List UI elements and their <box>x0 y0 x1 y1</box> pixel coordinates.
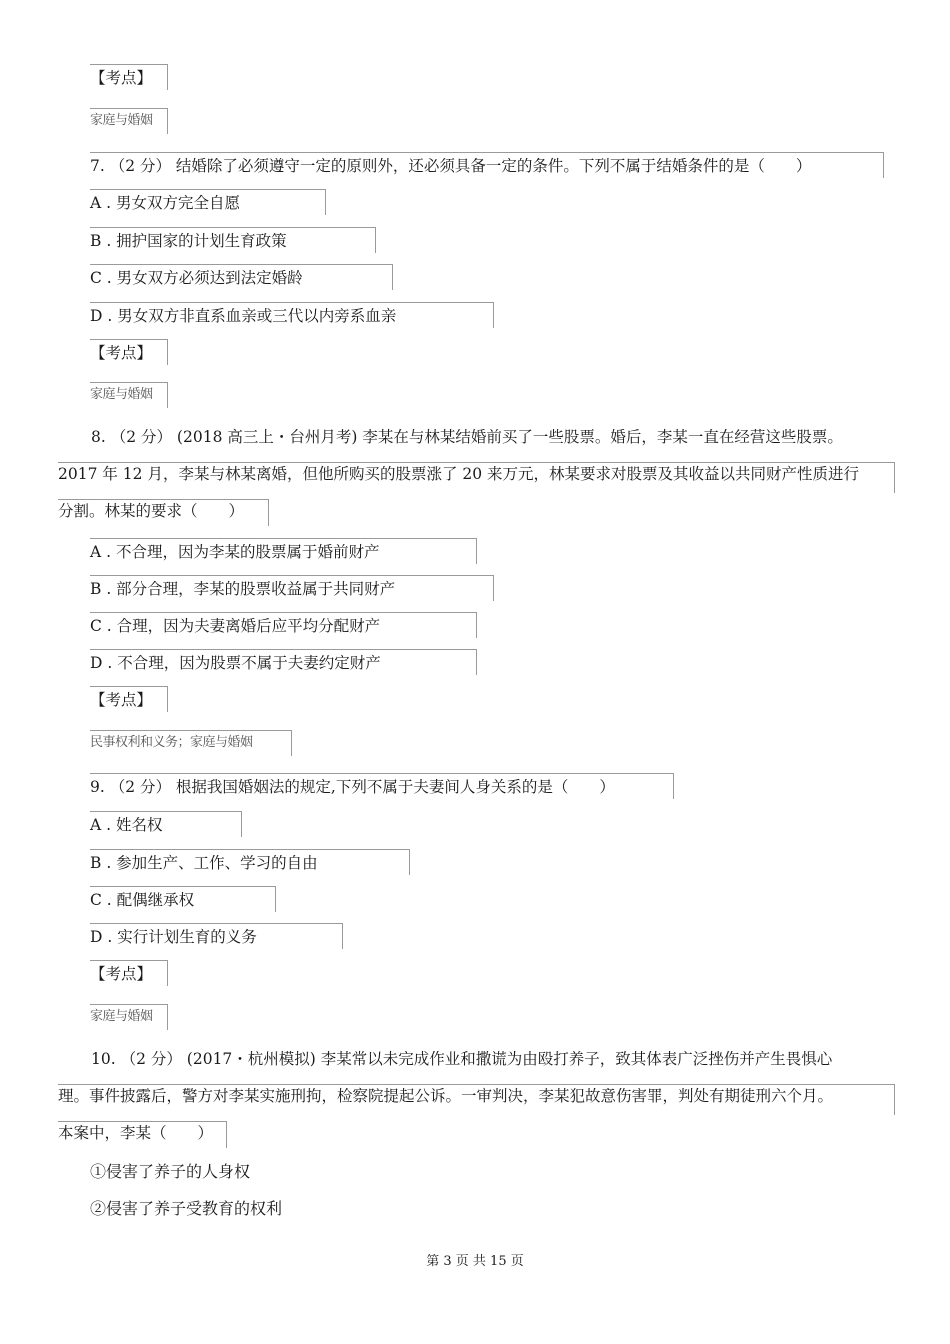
q10-line-1: 10. （2 分） (2017・杭州模拟) 李某常以未完成作业和撒谎为由殴打养子，致其体表广泛挫伤并产生畏惧心 <box>91 1050 833 1068</box>
q8-option-b[interactable]: B . 部分合理，李某的股票收益属于共同财产 <box>90 575 494 601</box>
topic-tag: 家庭与婚姻 <box>90 108 168 134</box>
q8-line-2: 2017 年 12 月，李某与林某离婚，但他所购买的股票涨了 20 来万元，林某要求对股票及其收益以共同财产性质进行 <box>58 465 860 483</box>
q10-line-3: 本案中，李某（ ） <box>58 1124 214 1142</box>
q8-line-frame <box>58 499 269 526</box>
question-7-stem: 7. （2 分） 结婚除了必须遵守一定的原则外，还必须具备一定的条件。下列不属于结婚条件的是（ ） <box>90 152 884 178</box>
q10-line-frame <box>58 1121 227 1148</box>
q8-line-frame <box>58 462 895 493</box>
q8-option-d[interactable]: D . 不合理，因为股票不属于夫妻约定财产 <box>90 649 477 675</box>
page-number: 第 3 页 共 15 页 <box>426 1254 524 1269</box>
q9-option-d[interactable]: D . 实行计划生育的义务 <box>90 923 343 949</box>
q8-line-1: 8. （2 分） (2018 高三上・台州月考) 李某在与林某结婚前买了一些股票。婚后，李某一直在经营这些股票。 <box>91 428 843 446</box>
q9-option-c[interactable]: C . 配偶继承权 <box>90 886 276 912</box>
kaodian-label: 【考点】 <box>90 960 168 986</box>
q9-option-a[interactable]: A . 姓名权 <box>90 811 242 837</box>
q10-line-frame <box>58 1084 895 1115</box>
q10-line-2: 理。事件披露后，警方对李某实施刑拘，检察院提起公诉。一审判决，李某犯故意伤害罪，判处有期徒刑六个月。 <box>58 1087 834 1105</box>
kaodian-label: 【考点】 <box>90 686 168 712</box>
q7-option-c[interactable]: C . 男女双方必须达到法定婚龄 <box>90 264 393 290</box>
kaodian-label: 【考点】 <box>90 64 168 90</box>
topic-tag: 民事权利和义务；家庭与婚姻 <box>90 730 292 756</box>
q8-option-c[interactable]: C . 合理，因为夫妻离婚后应平均分配财产 <box>90 612 477 638</box>
q8-option-a[interactable]: A . 不合理，因为李某的股票属于婚前财产 <box>90 538 477 564</box>
q10-item-2: ②侵害了养子受教育的权利 <box>90 1199 283 1218</box>
question-9-stem: 9. （2 分） 根据我国婚姻法的规定,下列不属于夫妻间人身关系的是（ ） <box>90 773 674 799</box>
q10-item-1: ①侵害了养子的人身权 <box>90 1162 251 1181</box>
topic-tag: 家庭与婚姻 <box>90 382 168 408</box>
q7-option-a[interactable]: A . 男女双方完全自愿 <box>90 189 326 215</box>
topic-tag: 家庭与婚姻 <box>90 1004 168 1030</box>
q9-option-b[interactable]: B . 参加生产、工作、学习的自由 <box>90 849 410 875</box>
kaodian-label: 【考点】 <box>90 339 168 365</box>
q8-line-3: 分割。林某的要求（ ） <box>58 502 245 520</box>
q7-option-d[interactable]: D . 男女双方非直系血亲或三代以内旁系血亲 <box>90 302 494 328</box>
q7-option-b[interactable]: B . 拥护国家的计划生育政策 <box>90 227 376 253</box>
